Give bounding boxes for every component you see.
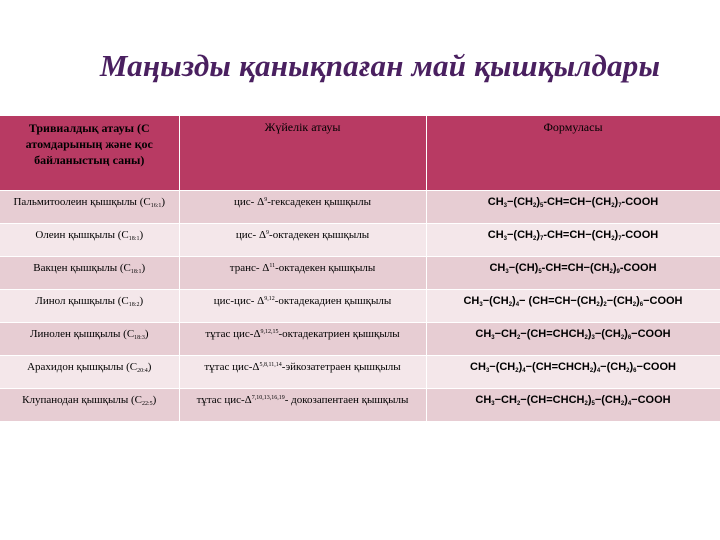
trivial-name-cell — [0, 356, 179, 389]
formula-text: CH — [475, 328, 492, 340]
formula-text: ) — [536, 229, 540, 241]
systematic-prefix: цис-цис- Δ — [213, 295, 265, 307]
formula-text: ) — [614, 229, 619, 241]
formula-subscript: 2 — [620, 401, 625, 407]
formula-subscript: 3 — [491, 335, 495, 341]
formula-subscript: 5 — [591, 401, 595, 407]
formula-text: −(CH=CHCH — [520, 394, 585, 406]
close-paren: ) — [144, 328, 149, 340]
formula-text: −COOH — [631, 328, 671, 340]
double-bond-positions: 9 — [266, 230, 270, 236]
table-row — [0, 323, 720, 356]
formula-subscript: 2 — [532, 236, 537, 242]
formula-cell — [426, 323, 720, 356]
formula-text: ) — [518, 361, 523, 373]
formula-subscript: 2 — [532, 203, 537, 209]
systematic-suffix: -эйкозатетраен қышқылы — [281, 361, 401, 373]
double-bond-positions: 9,12 — [264, 296, 275, 302]
close-paren: ) — [139, 229, 144, 241]
formula-text: −(CH=CHCH — [520, 328, 585, 340]
formula-text: -COOH — [619, 262, 657, 274]
formula-subscript: 3 — [479, 302, 483, 308]
formula-subscript: 7 — [540, 236, 544, 242]
carbon-count: 20:4 — [137, 368, 148, 374]
formula-text: -CH=CH−(CH — [543, 229, 612, 241]
formula-subscript: 2 — [508, 302, 513, 308]
formula-subscript: 5 — [540, 203, 544, 209]
trivial-name-cell — [0, 257, 179, 290]
formula-text: CH — [489, 262, 506, 274]
formula-text: −(CH — [482, 295, 509, 307]
formula-text: −(CH — [600, 361, 627, 373]
formula-text: −CH — [494, 328, 517, 340]
trivial-name: Линолен қышқылы (С — [29, 328, 135, 340]
formula-subscript: 7 — [618, 236, 622, 242]
formula-text: −(CH — [606, 295, 633, 307]
double-bond-positions: 9,12,15 — [260, 329, 279, 335]
formula-subscript: 6 — [639, 302, 644, 308]
formula-text: ) — [636, 295, 640, 307]
systematic-prefix: цис- Δ — [235, 229, 267, 241]
formula-text: ) — [593, 361, 597, 373]
formula-subscript: 2 — [632, 302, 637, 308]
formula-subscript: 4 — [515, 302, 520, 308]
formula-subscript: 2 — [626, 368, 630, 374]
formula-subscript: 6 — [627, 335, 632, 341]
close-paren: ) — [139, 295, 144, 307]
formula-text: ) — [536, 196, 540, 208]
formula-subscript: 2 — [584, 401, 588, 407]
carbon-count: 18:1 — [128, 236, 140, 242]
systematic-prefix: цис- Δ — [234, 196, 265, 208]
systematic-suffix: -октадекатриен қышқылы — [278, 328, 400, 340]
formula-text: CH — [463, 295, 480, 307]
systematic-prefix: транс- Δ — [229, 262, 270, 274]
systematic-suffix: -октадекен қышқылы — [269, 229, 370, 241]
formula-text: −COOH — [643, 295, 683, 307]
systematic-prefix: тұтас цис-Δ — [196, 394, 252, 406]
formula-cell — [426, 224, 720, 257]
formula-subscript: 2 — [516, 401, 521, 407]
formula-text: -CH=CH−(CH — [541, 262, 610, 274]
formula-text: ) — [629, 361, 634, 373]
systematic-name-cell — [179, 224, 426, 257]
formula-text: ) — [614, 196, 619, 208]
systematic-suffix: - докозапентаен қышқылы — [284, 394, 409, 406]
formula-subscript: 4 — [627, 401, 632, 407]
trivial-name: Линол қышқылы (С — [35, 295, 129, 307]
table-row — [0, 389, 720, 422]
close-paren: ) — [147, 361, 152, 373]
double-bond-positions: 9 — [264, 197, 268, 203]
systematic-name-cell — [179, 389, 426, 422]
double-bond-positions: 5,8,11,14 — [259, 362, 282, 368]
trivial-name-cell — [0, 389, 179, 422]
table-row — [0, 191, 720, 224]
trivial-name: Пальмитоолеин қышқылы (С — [13, 196, 151, 208]
close-paren: ) — [152, 394, 157, 406]
double-bond-positions: 7,10,13,16,19 — [251, 395, 285, 401]
trivial-name-cell — [0, 323, 179, 356]
formula-text: −(CH) — [508, 262, 539, 274]
formula-text: -COOH — [621, 196, 659, 208]
carbon-count: 18:3 — [134, 335, 145, 341]
formula-text: −(CH — [507, 229, 533, 241]
formula-subscript: 5 — [538, 269, 542, 275]
systematic-suffix: -октадекадиен қышқылы — [274, 295, 392, 307]
table-row — [0, 290, 720, 323]
header-formula: Формуласы — [426, 116, 720, 191]
formula-text: −COOH — [636, 361, 676, 373]
formula-text: −(CH — [489, 361, 516, 373]
formula-subscript: 3 — [503, 236, 507, 242]
formula-subscript: 2 — [611, 203, 615, 209]
formula-text: ) — [599, 295, 604, 307]
formula-subscript: 2 — [584, 335, 588, 341]
carbon-count: 18:2 — [128, 302, 140, 308]
table-row — [0, 257, 720, 290]
formula-cell — [426, 389, 720, 422]
header-systematic-name: Жүйелік атауы — [179, 116, 426, 191]
formula-subscript: 2 — [596, 302, 600, 308]
systematic-suffix: -гексадекен қышқылы — [267, 196, 371, 208]
formula-cell — [426, 191, 720, 224]
slide-title: Маңызды қанықпаған май қышқылдары — [99, 48, 661, 83]
systematic-name-cell — [179, 191, 426, 224]
close-paren: ) — [161, 196, 166, 208]
systematic-name-cell — [179, 290, 426, 323]
formula-subscript: 3 — [491, 401, 495, 407]
formula-text: CH — [487, 229, 504, 241]
formula-text: ) — [512, 295, 516, 307]
double-bond-positions: 11 — [269, 263, 276, 269]
formula-text: CH — [470, 361, 486, 373]
formula-text: −(CH — [594, 394, 621, 406]
trivial-name: Клупанодан қышқылы (С — [22, 394, 142, 406]
formula-cell — [426, 290, 720, 323]
formula-text: CH — [475, 394, 492, 406]
formula-subscript: 3 — [591, 335, 595, 341]
trivial-name: Вакцен қышқылы (С — [33, 262, 131, 274]
systematic-name-cell — [179, 356, 426, 389]
formula-text: − (CH=CH−(CH — [519, 295, 597, 307]
systematic-prefix: тұтас цис-Δ — [204, 361, 260, 373]
formula-text: ) — [624, 394, 628, 406]
formula-text: ) — [624, 328, 628, 340]
formula-text: ) — [587, 328, 592, 340]
formula-cell — [426, 257, 720, 290]
formula-text: −(CH — [594, 328, 621, 340]
fatty-acids-table — [0, 116, 720, 421]
formula-text: −(CH — [507, 196, 533, 208]
trivial-name-cell — [0, 290, 179, 323]
formula-subscript: 2 — [515, 368, 519, 374]
formula-subscript: 3 — [503, 203, 507, 209]
formula-subscript: 7 — [618, 203, 622, 209]
formula-subscript: 4 — [522, 368, 526, 374]
trivial-name: Олеин қышқылы (С — [35, 229, 129, 241]
systematic-prefix: тұтас цис-Δ — [205, 328, 261, 340]
carbon-count: 22:5 — [142, 401, 153, 407]
formula-subscript: 2 — [620, 335, 625, 341]
systematic-name-cell — [179, 257, 426, 290]
header-trivial-name: Тривиалдық атауы (С атомдарының және қос байланыстың саны) — [0, 116, 179, 191]
formula-subscript: 9 — [616, 269, 620, 275]
formula-subscript: 2 — [611, 236, 615, 242]
table-row — [0, 224, 720, 257]
trivial-name: Арахидон қышқылы (С — [27, 361, 138, 373]
table-row — [0, 356, 720, 389]
formula-subscript: 2 — [589, 368, 594, 374]
table-header-row — [0, 116, 720, 191]
formula-subscript: 2 — [609, 269, 613, 275]
formula-subscript: 6 — [633, 368, 637, 374]
formula-text: −COOH — [631, 394, 671, 406]
formula-subscript: 2 — [516, 335, 521, 341]
trivial-name-cell — [0, 224, 179, 257]
systematic-suffix: -октадекен қышқылы — [275, 262, 376, 274]
formula-subscript: 3 — [505, 269, 509, 275]
close-paren: ) — [141, 262, 146, 274]
formula-text: ) — [587, 394, 592, 406]
carbon-count: 16:1 — [150, 203, 162, 209]
trivial-name-cell — [0, 191, 179, 224]
formula-cell — [426, 356, 720, 389]
formula-text: -CH=CH−(CH — [543, 196, 612, 208]
formula-subscript: 3 — [485, 368, 490, 374]
formula-text: −(CH=CHCH — [525, 361, 590, 373]
formula-subscript: 2 — [603, 302, 607, 308]
formula-text: ) — [612, 262, 617, 274]
systematic-name-cell — [179, 323, 426, 356]
carbon-count: 18:1 — [130, 269, 142, 275]
formula-text: -COOH — [621, 229, 659, 241]
formula-text: −CH — [494, 394, 517, 406]
formula-text: CH — [487, 196, 504, 208]
formula-subscript: 4 — [596, 368, 601, 374]
